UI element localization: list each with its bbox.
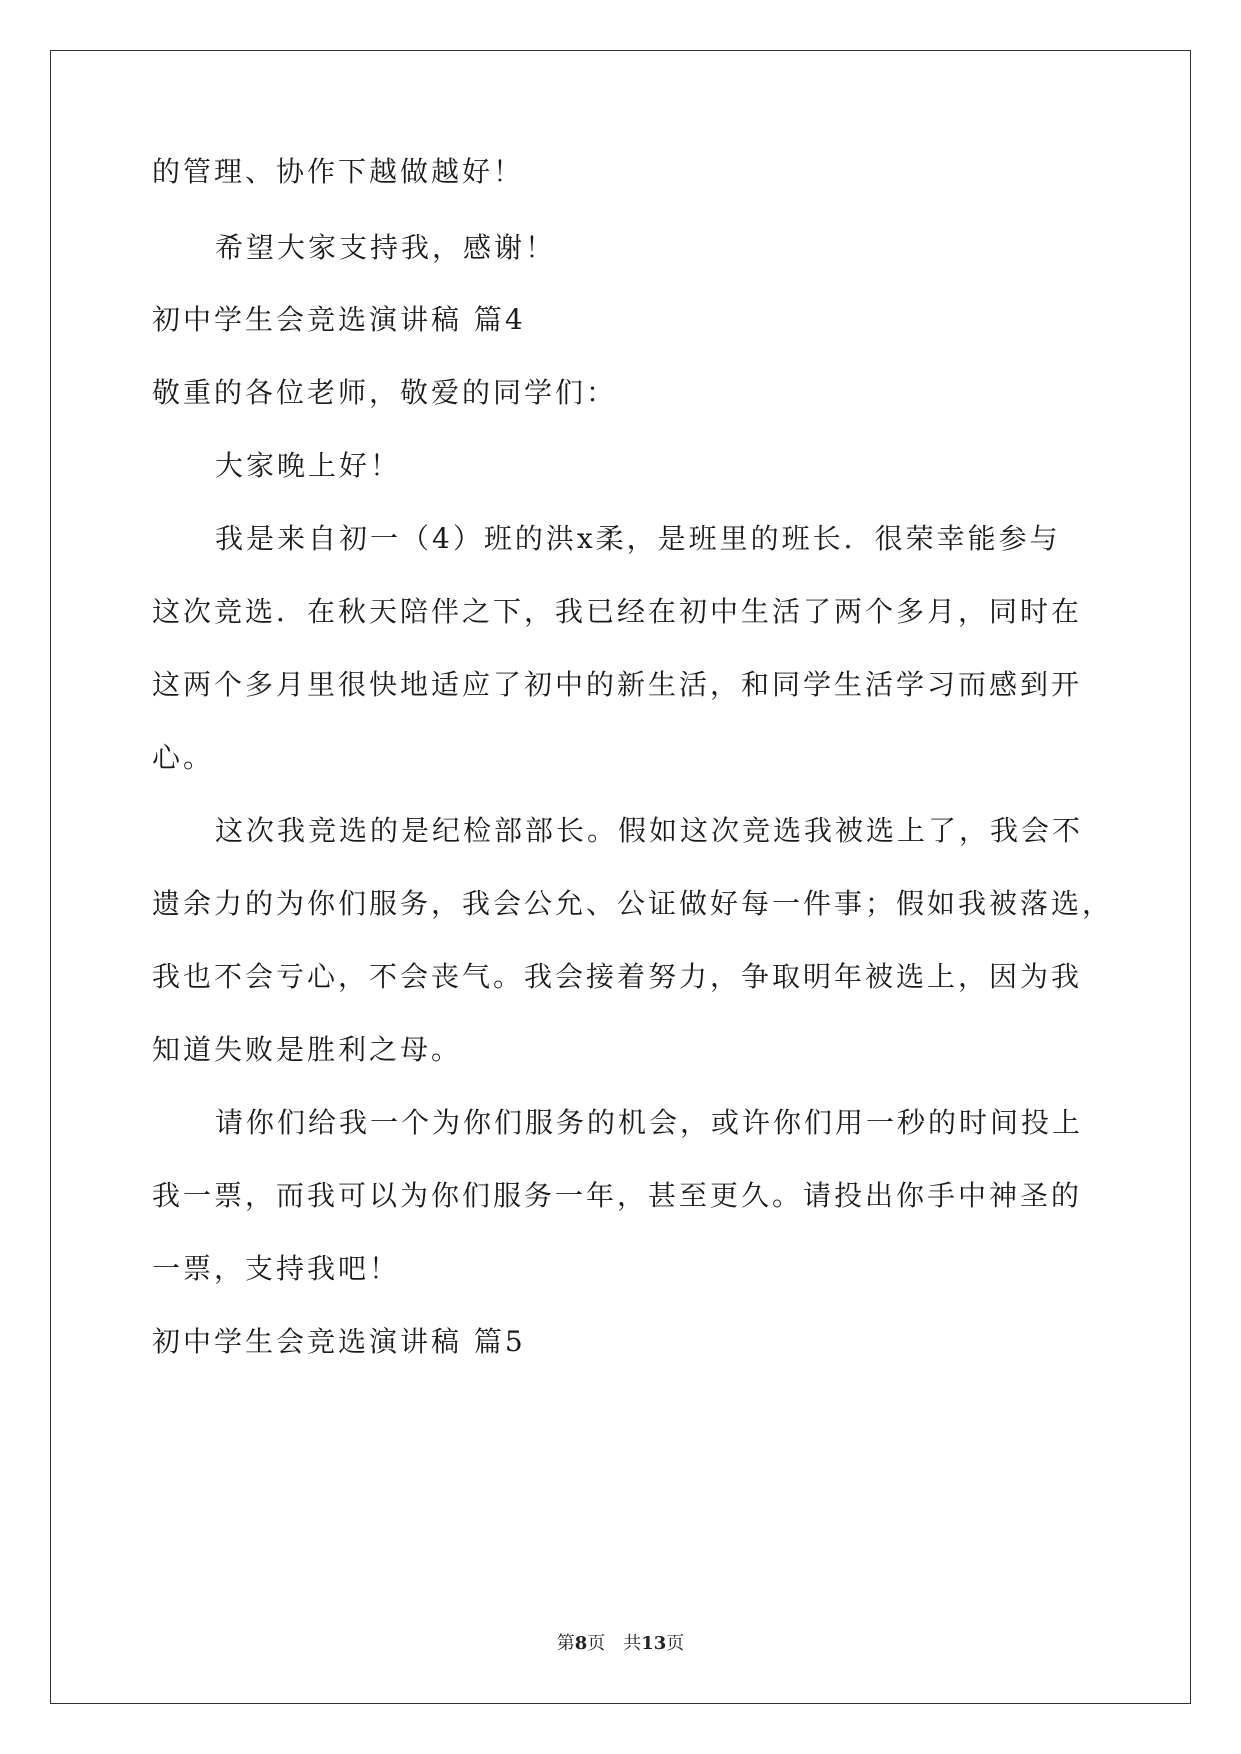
- text-line: 我一票，而我可以为你们服务一年，甚至更久。请投出你手中神圣的: [152, 1179, 1083, 1212]
- text-line: 希望大家支持我，感谢！: [215, 231, 557, 264]
- text-line: 心。: [152, 741, 215, 774]
- text-line: 我是来自初一（4）班的洪x柔，是班里的班长．很荣幸能参与: [215, 522, 1061, 555]
- text-line: 遗余力的为你们服务，我会公允、公证做好每一件事；假如我被落选，: [152, 887, 1114, 920]
- page-border: [50, 50, 1191, 1704]
- page-number-footer: [0, 1632, 1241, 1656]
- section-heading: 初中学生会竞选演讲稿 篇4: [152, 303, 526, 336]
- text-line: 知道失败是胜利之母。: [152, 1033, 463, 1066]
- text-line: 这两个多月里很快地适应了初中的新生活，和同学生活学习而感到开: [152, 668, 1083, 701]
- current-page-number: 8: [574, 1633, 588, 1654]
- text-line: 的管理、协作下越做越好！: [152, 155, 525, 188]
- footer-prefix: 第: [556, 1633, 575, 1654]
- section-heading: 初中学生会竞选演讲稿 篇5: [152, 1325, 526, 1358]
- text-line: 大家晚上好！: [215, 449, 402, 482]
- salutation: 敬重的各位老师，敬爱的同学们：: [152, 376, 618, 409]
- text-line: 这次竞选．在秋天陪伴之下，我已经在初中生活了两个多月，同时在: [152, 595, 1083, 628]
- total-page-number: 13: [641, 1633, 667, 1654]
- text-line: 我也不会亏心，不会丧气。我会接着努力，争取明年被选上，因为我: [152, 960, 1083, 993]
- text-line: 一票，支持我吧！: [152, 1252, 401, 1285]
- footer-suffix: 页: [666, 1633, 685, 1654]
- footer-mid: 页 共: [587, 1633, 642, 1654]
- text-line: 请你们给我一个为你们服务的机会，或许你们用一秒的时间投上: [215, 1106, 1084, 1139]
- text-line: 这次我竞选的是纪检部部长。假如这次竞选我被选上了，我会不: [215, 814, 1084, 847]
